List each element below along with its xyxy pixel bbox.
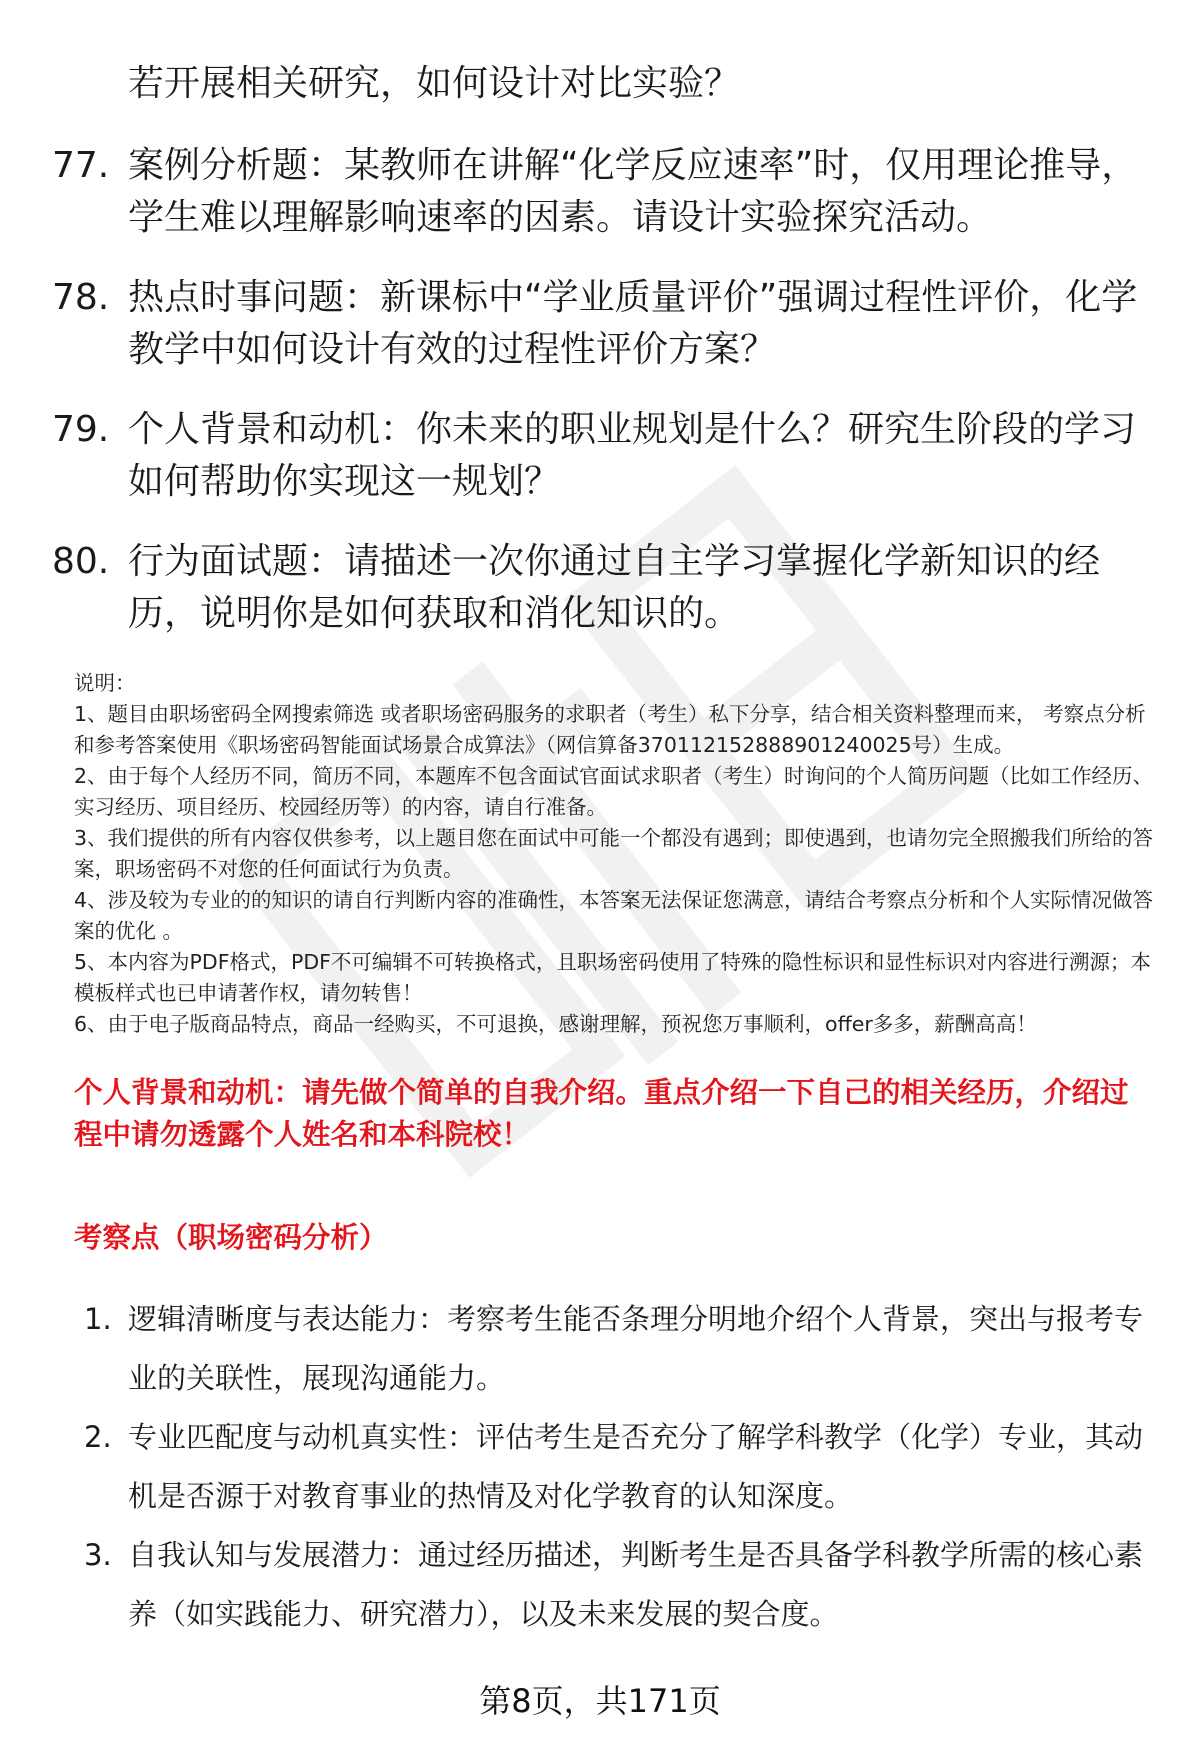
page-footer: 第8页，共171页 (479, 1682, 721, 1720)
point-number: 2. (84, 1420, 112, 1454)
point-text: 自我认知与发展潜力：通过经历描述，判断考生是否具备学科教学所需的核心素养（如实践能力、研究潜力），以及未来发展的契合度。 (128, 1538, 1144, 1631)
analysis-title: 考察点（职场密码分析） (74, 1221, 388, 1254)
question-text: 个人背景和动机：你未来的职业规划是什么？研究生阶段的学习如何帮助你实现这一规划？ (128, 409, 1137, 502)
note-item: 4、涉及较为专业的的知识的请自行判断内容的准确性，本答案无法保证您满意，请结合考察点分析和个人实际情况做答案的优化 。 (74, 888, 1154, 943)
analysis-point (84, 1526, 1164, 1644)
question-continuation: 若开展相关研究，如何设计对比实验？ (128, 63, 741, 104)
question-text: 行为面试题：请描述一次你通过自主学习掌握化学新知识的经历，说明你是如何获取和消化知识的。 (128, 541, 1101, 634)
point-number: 3. (84, 1538, 112, 1572)
question-text: 热点时事问题：新课标中“学业质量评价”强调过程性评价，化学教学中如何设计有效的过程性评价方案？ (128, 277, 1138, 370)
note-item: 2、由于每个人经历不同，简历不同，本题库不包含面试官面试求职者（考生）时询问的个人简历问题（比如工作经历、实习经历、项目经历、校园经历等）的内容，请自行准备。 (74, 764, 1154, 819)
question-item (52, 404, 1152, 508)
question-number: 77. (52, 145, 110, 186)
point-text: 逻辑清晰度与表达能力：考察考生能否条理分明地介绍个人背景，突出与报考专业的关联性，展现沟通能力。 (128, 1302, 1144, 1395)
notes-title: 说明： (74, 671, 136, 695)
notes-section (74, 668, 1164, 1040)
question-number: 78. (52, 277, 110, 318)
question-text: 案例分析题：某教师在讲解“化学反应速率”时，仅用理论推导，学生难以理解影响速率的因素。请设计实验探究活动。 (128, 145, 1138, 238)
question-number: 79. (52, 409, 110, 450)
question-number: 80. (52, 541, 110, 582)
note-item: 6、由于电子版商品特点，商品一经购买，不可退换，感谢理解，预祝您万事顺利，offer多多，薪酬高高！ (74, 1012, 1037, 1036)
question-list (52, 140, 1152, 668)
question-item (52, 140, 1152, 244)
note-item: 3、我们提供的所有内容仅供参考，以上题目您在面试中可能一个都没有遇到；即使遇到，也请勿完全照搬我们所给的答案，职场密码不对您的任何面试行为负责。 (74, 826, 1154, 881)
point-text: 专业匹配度与动机真实性：评估考生是否充分了解学科教学（化学）专业，其动机是否源于对教育事业的热情及对化学教育的认知深度。 (128, 1420, 1144, 1513)
note-item: 5、本内容为PDF格式，PDF不可编辑不可转换格式，且职场密码使用了特殊的隐性标识和显性标识对内容进行溯源；本模板样式也已申请著作权，请勿转售！ (74, 950, 1151, 1005)
note-item: 1、题目由职场密码全网搜索筛选 或者职场密码服务的求职者（考生）私下分享，结合相关资料整理而来， 考察点分析和参考答案使用《职场密码智能面试场景合成算法》（网信算备370112152888901240025号）生成。 (74, 702, 1146, 757)
analysis-point (84, 1408, 1164, 1526)
highlight-question: 个人背景和动机：请先做个简单的自我介绍。重点介绍一下自己的相关经历，介绍过程中请勿透露个人姓名和本科院校！ (74, 1076, 1129, 1151)
analysis-point (84, 1290, 1164, 1408)
question-item (52, 272, 1152, 376)
question-item (52, 536, 1152, 640)
point-number: 1. (84, 1302, 112, 1336)
analysis-points-list (84, 1290, 1164, 1644)
